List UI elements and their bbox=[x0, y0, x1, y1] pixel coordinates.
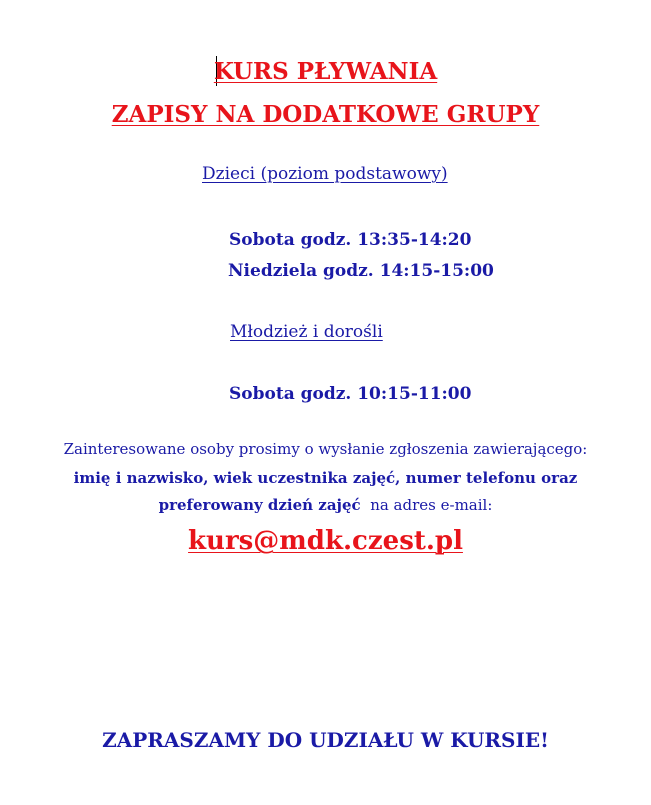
title-line-2: ZAPISY NA DODATKOWE GRUPY bbox=[111, 101, 540, 128]
info-line-3-bold: preferowany dzień zajęć bbox=[158, 496, 361, 514]
contact-email-link[interactable]: kurs@mdk.czest.pl bbox=[188, 526, 463, 556]
info-line-3-rest: na adres e-mail: bbox=[370, 496, 493, 514]
children-group-heading: Dzieci (poziom podstawowy) bbox=[202, 164, 448, 184]
adults-group-heading: Młodzież i dorośli bbox=[230, 322, 383, 342]
adults-slot-saturday: Sobota godz. 10:15-11:00 bbox=[229, 384, 472, 404]
info-line-3 bbox=[0, 496, 651, 514]
info-line-1: Zainteresowane osoby prosimy o wysłanie zgłoszenia zawierającego: bbox=[63, 440, 588, 458]
children-slot-saturday: Sobota godz. 13:35-14:20 bbox=[229, 230, 472, 250]
children-slot-sunday: Niedziela godz. 14:15-15:00 bbox=[228, 261, 494, 281]
closing-invitation: ZAPRASZAMY DO UDZIAŁU W KURSIE! bbox=[102, 728, 549, 752]
info-line-2: imię i nazwisko, wiek uczestnika zajęć, numer telefonu oraz bbox=[73, 469, 578, 487]
title-line-1: KURS PŁYWANIA bbox=[213, 58, 438, 85]
